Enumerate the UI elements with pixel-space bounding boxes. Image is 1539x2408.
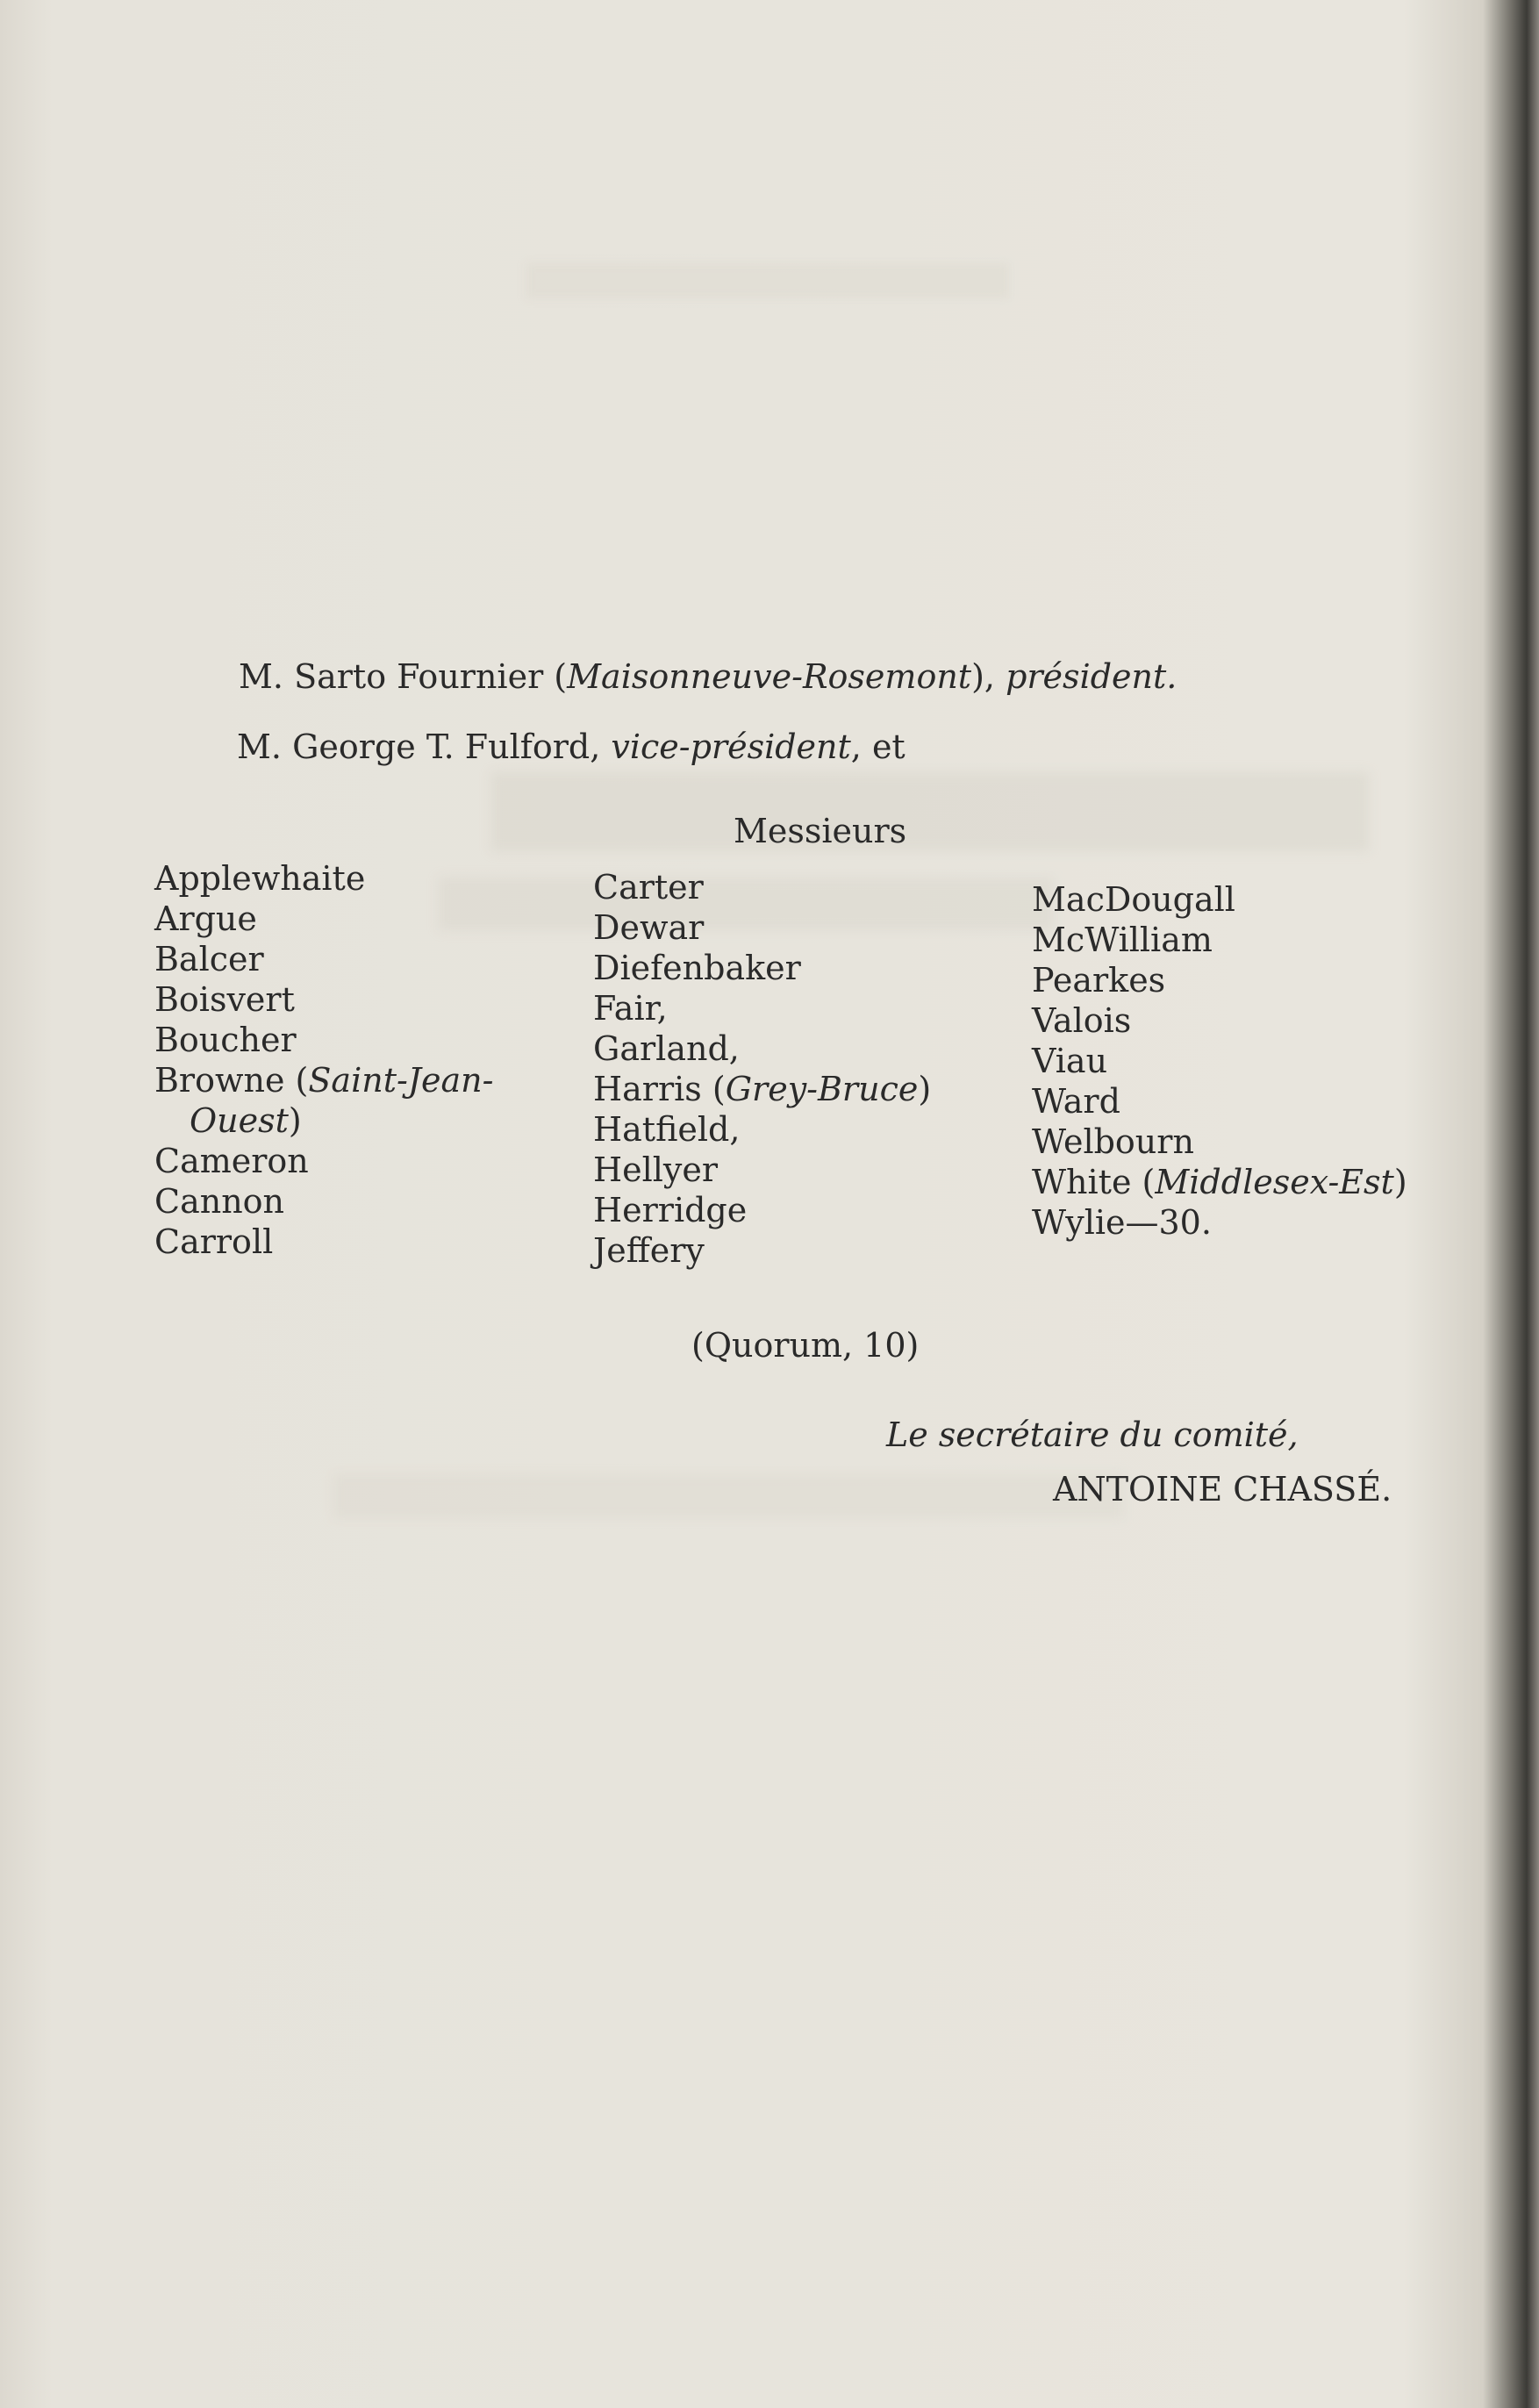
member-name: Browne ( (154, 1061, 309, 1100)
member-name: Hellyer (593, 1150, 719, 1189)
bleed-through-block (333, 1474, 1123, 1518)
member-riding: Grey-Bruce (725, 1070, 919, 1108)
member-name: Viau (1032, 1042, 1108, 1080)
members-column-3 (1032, 879, 1407, 1243)
bleed-through-block (491, 772, 1369, 851)
member-name: Dewar (593, 908, 705, 947)
member-name: Welbourn (1032, 1122, 1194, 1161)
member-name: Jeffery (593, 1231, 705, 1270)
signature-name: ANTOINE CHASSÉ. (1053, 1470, 1392, 1509)
member-name: Wylie—30. (1032, 1203, 1212, 1242)
member-name: Cameron (154, 1142, 309, 1180)
member-name: Harris ( (593, 1070, 726, 1108)
member-name: Pearkes (1032, 961, 1166, 1000)
member-name: Herridge (593, 1191, 748, 1229)
member-name: White ( (1032, 1163, 1156, 1201)
members-column-1 (154, 858, 494, 1262)
member-name: Boucher (154, 1021, 297, 1059)
member-riding: Saint-Jean- (308, 1061, 494, 1100)
members-heading: Messieurs (734, 812, 907, 850)
president-riding: Maisonneuve-Rosemont (567, 657, 972, 696)
member-name: Carter (593, 868, 704, 907)
president-role: président. (1006, 657, 1178, 696)
member-name: Boisvert (154, 980, 295, 1019)
president-line (239, 657, 1178, 696)
member-entry-harris (593, 1069, 931, 1109)
member-name: Garland, (593, 1029, 740, 1068)
vice-president-suffix: , et (850, 727, 906, 766)
member-name: Carroll (154, 1222, 274, 1261)
member-entry-browne (154, 1060, 494, 1100)
member-name: Ward (1032, 1082, 1120, 1121)
member-name: Argue (154, 899, 257, 938)
president-prefix: M. Sarto Fournier ( (239, 657, 568, 696)
member-riding-continued (154, 1100, 494, 1141)
member-riding-close: ) (918, 1070, 932, 1108)
member-name: Valois (1032, 1001, 1132, 1040)
president-suffix: ), (971, 657, 1006, 696)
member-entry-white (1032, 1162, 1407, 1202)
member-name: Cannon (154, 1182, 285, 1221)
member-name: Fair, (593, 989, 668, 1028)
bleed-through-block (526, 263, 1009, 298)
member-name: McWilliam (1032, 921, 1213, 959)
member-name: Applewhaite (154, 859, 366, 898)
member-name: Balcer (154, 940, 264, 978)
member-riding: Middlesex-Est (1155, 1163, 1394, 1201)
member-name: Hatfield, (593, 1110, 741, 1149)
member-riding-close: ) (1393, 1163, 1407, 1201)
member-riding-cont: Ouest (190, 1101, 289, 1140)
vice-president-prefix: M. George T. Fulford, (237, 727, 612, 766)
vice-president-role: vice-président (611, 727, 851, 766)
member-name: Diefenbaker (593, 949, 801, 987)
signature-title: Le secrétaire du comité, (886, 1415, 1299, 1454)
member-riding-close: ) (288, 1101, 302, 1140)
member-name: MacDougall (1032, 880, 1235, 919)
quorum: (Quorum, 10) (691, 1326, 920, 1365)
members-column-2 (593, 867, 931, 1271)
vice-president-line (237, 727, 906, 766)
